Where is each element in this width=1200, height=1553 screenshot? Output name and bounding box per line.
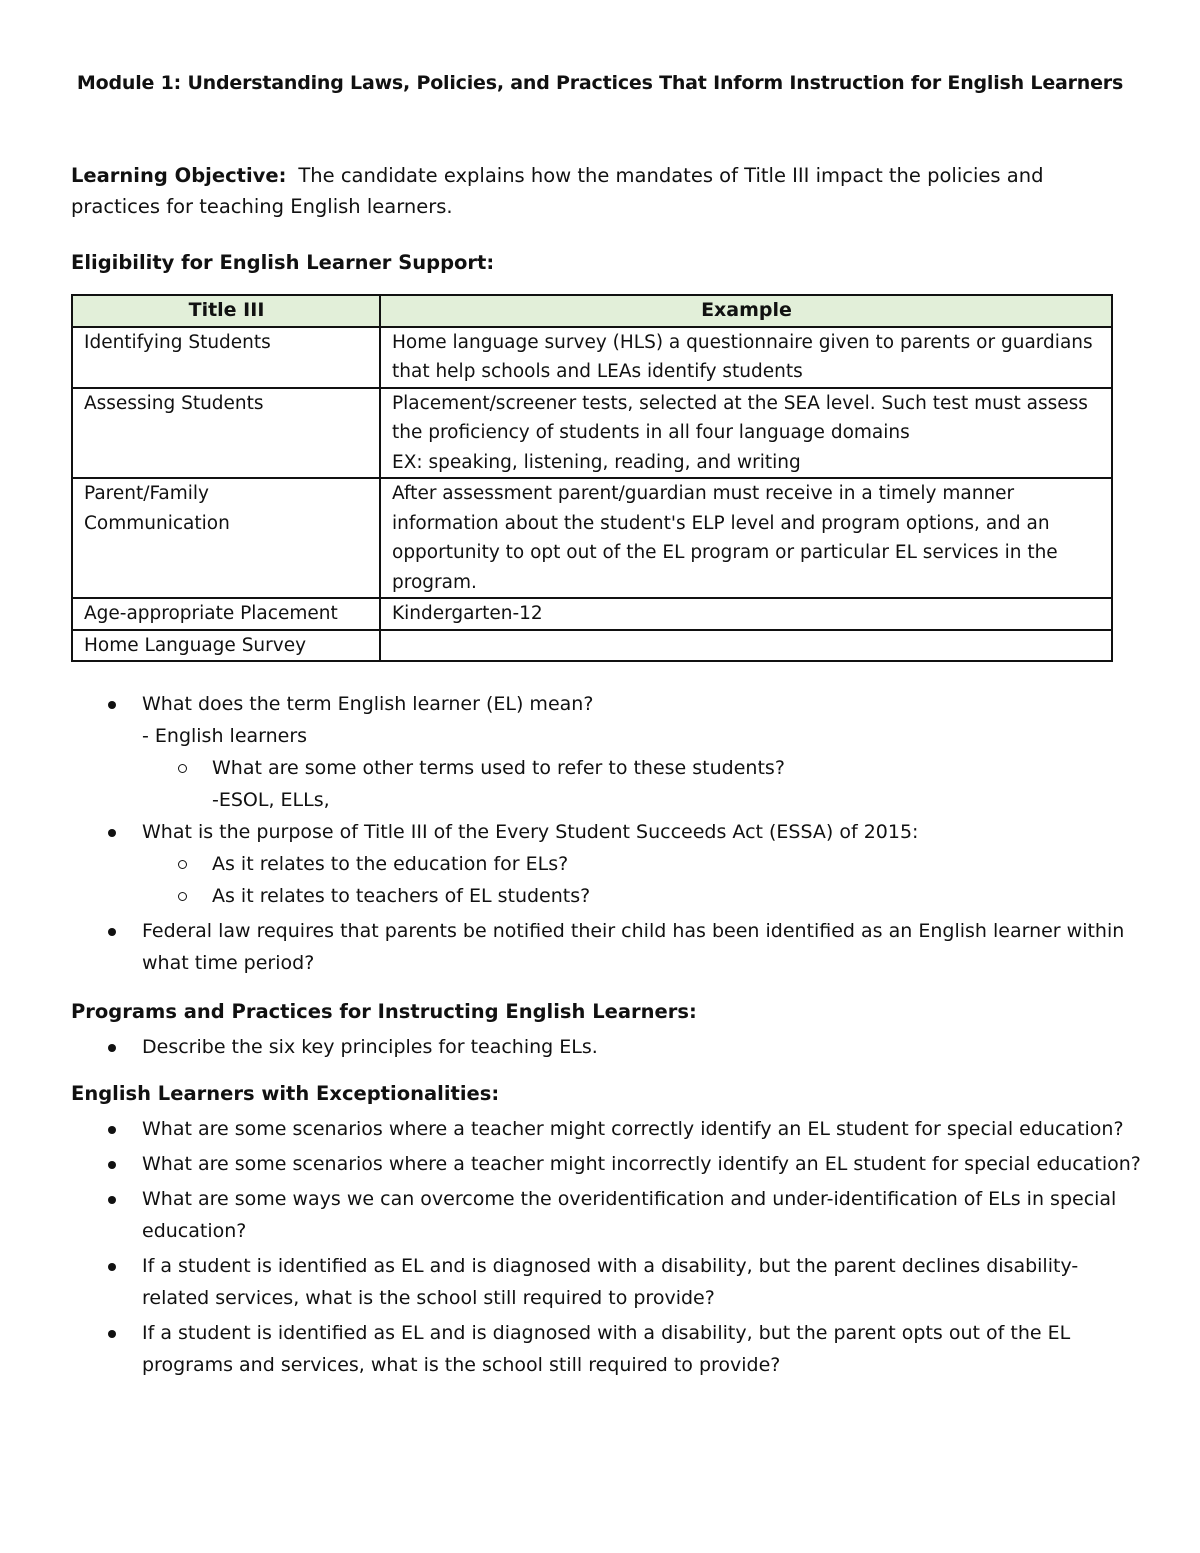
answer-text: - English learners: [142, 725, 308, 747]
table-row: [72, 478, 1112, 598]
exceptionalities-list: [71, 1113, 1141, 1384]
programs-heading: Programs and Practices for Instructing English Learners:: [71, 1000, 697, 1023]
eligibility-heading: Eligibility for English Learner Support:: [71, 251, 495, 274]
sub-list-item: [142, 752, 1141, 784]
objective-label: Learning Objective:: [71, 164, 287, 187]
column-header-title: Title III: [72, 295, 380, 327]
sub-list-item: As it relates to the education for ELs?: [142, 848, 1141, 880]
sub-list-item: As it relates to teachers of EL students?: [142, 880, 1141, 912]
row-example: After assessment parent/guardian must receive in a timely manner information about the student's ELP level and program options, and an opportunity to opt out of the EL program or particular EL services in the program.: [380, 478, 1112, 598]
objective-text: The candidate explains how the mandates of Title III impact the policies and practices for teaching English learners.: [71, 164, 1044, 218]
row-example: Kindergarten-12: [380, 598, 1112, 630]
sub-list: [142, 848, 1141, 912]
question-text: What does the term English learner (EL) mean?: [142, 693, 594, 715]
list-item: If a student is identified as EL and is diagnosed with a disability, but the parent opts out of the EL programs and services, what is the school still required to provide?: [71, 1317, 1141, 1381]
list-item: What are some ways we can overcome the overidentification and under-identification of ELs in special education?: [71, 1183, 1141, 1247]
table-row: [72, 598, 1112, 630]
row-title: Home Language Survey: [72, 630, 380, 662]
exceptionalities-heading: English Learners with Exceptionalities:: [71, 1082, 500, 1105]
page-title: Module 1: Understanding Laws, Policies, and Practices That Inform Instruction for English Learners: [76, 72, 1124, 94]
sub-list: [142, 752, 1141, 784]
question-text: What are some other terms used to refer to these students?: [212, 757, 785, 779]
row-title: Parent/Family Communication: [72, 478, 380, 598]
list-item: What are some scenarios where a teacher might incorrectly identify an EL student for special education?: [71, 1148, 1141, 1180]
programs-list: [71, 1031, 1141, 1063]
row-example: Home language survey (HLS) a questionnaire given to parents or guardians that help schools and LEAs identify students: [380, 327, 1112, 388]
list-item: What are some scenarios where a teacher might correctly identify an EL student for special education?: [71, 1113, 1141, 1145]
row-title: Identifying Students: [72, 327, 380, 388]
row-example: [380, 630, 1112, 662]
eligibility-questions: [71, 688, 1141, 979]
row-example-extra: EX: speaking, listening, reading, and writing: [392, 451, 801, 473]
row-example-text: Placement/screener tests, selected at the SEA level. Such test must assess the proficiency of students in all four language domains: [392, 392, 1088, 443]
list-item: Federal law requires that parents be notified their child has been identified as an English learner within what time period?: [71, 915, 1141, 979]
list-item: If a student is identified as EL and is diagnosed with a disability, but the parent declines disability-related services, what is the school still required to provide?: [71, 1250, 1141, 1314]
row-title: Age-appropriate Placement: [72, 598, 380, 630]
list-item: [71, 816, 1141, 912]
question-text: What is the purpose of Title III of the Every Student Succeeds Act (ESSA) of 2015:: [142, 821, 919, 843]
table-header-row: [72, 295, 1112, 327]
list-item: [71, 688, 1141, 816]
table-row: [72, 630, 1112, 662]
answer-text: -ESOL, ELLs,: [212, 789, 330, 811]
list-item: Describe the six key principles for teaching ELs.: [71, 1031, 1141, 1063]
column-header-example: Example: [380, 295, 1112, 327]
learning-objective: [71, 160, 1121, 222]
table-row: [72, 388, 1112, 479]
eligibility-table: [71, 294, 1113, 662]
table-row: [72, 327, 1112, 388]
row-example: [380, 388, 1112, 479]
row-title: Assessing Students: [72, 388, 380, 479]
